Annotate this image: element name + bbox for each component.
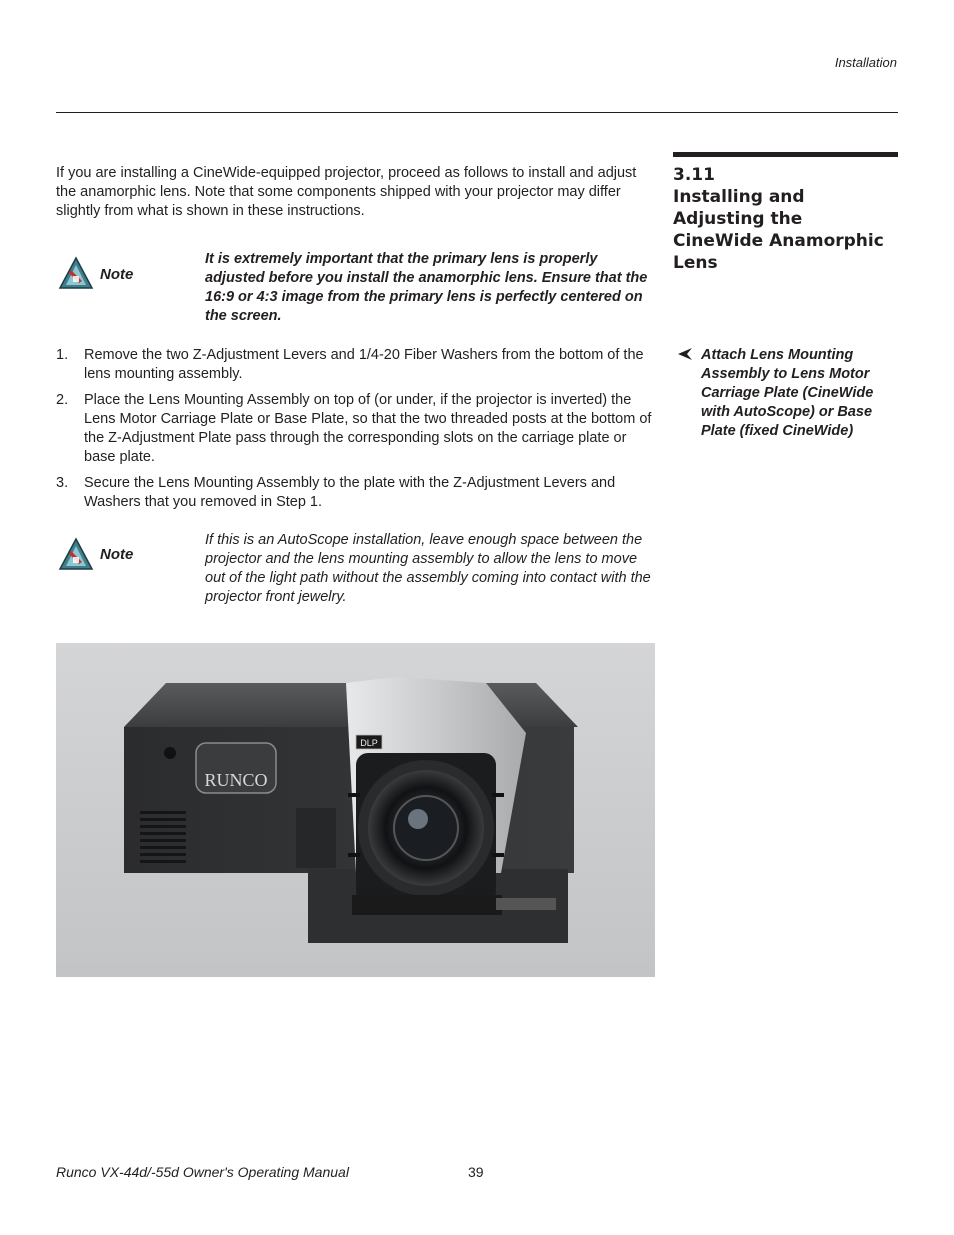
section-heading: [673, 164, 903, 274]
footer-manual-title: Runco VX-44d/-55d Owner's Operating Manual: [56, 1164, 349, 1180]
brand-logo: RUNCO: [204, 770, 268, 790]
intro-paragraph: If you are installing a CineWide-equipped projector, proceed as follows to install and adjust the anamorphic lens. Note that some components shipped with your projector may differ slightly from what is shown in these instructions.: [56, 165, 637, 219]
note-text: If this is an AutoScope installation, leave enough space between the projector and the lens mounting assembly to allow the lens to move out of the light path without the assembly coming into contact with the projector front jewelry.: [205, 532, 651, 605]
section-number: 3.11: [673, 165, 715, 185]
side-note: [678, 346, 903, 441]
section-bar: [673, 152, 898, 157]
list-item: 3. Secure the Lens Mounting Assembly to the plate with the Z-Adjustment Levers and Washers that you removed in Step 1.: [56, 475, 616, 510]
pointer-arrow-icon: [678, 348, 692, 360]
list-item: 1. Remove the two Z-Adjustment Levers and 1/4-20 Fiber Washers from the bottom of the lens mounting assembly.: [56, 347, 644, 382]
header-rule: [56, 112, 898, 113]
page-number: 39: [468, 1164, 484, 1180]
steps-list: [56, 346, 656, 519]
side-note-text: Attach Lens Mounting Assembly to Lens Motor Carriage Plate (CineWide with AutoScope) or Base Plate (fixed CineWide): [701, 347, 874, 439]
section-title-line: CineWide Anamorphic: [673, 231, 884, 251]
section-title-line: Adjusting the: [673, 209, 803, 229]
note-icon: [58, 256, 94, 290]
note-label: Note: [100, 266, 134, 283]
note-text: It is extremely important that the primary lens is properly adjusted before you install the anamorphic lens. Ensure that the 16:9 or 4:3 image from the primary lens is perfectly centered on the screen.: [205, 251, 648, 324]
section-title-line: Installing and: [673, 187, 805, 207]
projector-photo: [56, 643, 655, 977]
note-icon: [58, 537, 94, 571]
section-title-line: Lens: [673, 253, 718, 273]
note-label: Note: [100, 546, 134, 563]
dlp-badge: DLP: [360, 738, 378, 748]
list-item: 2. Place the Lens Mounting Assembly on top of (or under, if the projector is inverted) the Lens Motor Carriage Plate or Base Plate, so that the two threaded posts at the bottom of the Z-Adjustment Plate pass through the corresponding slots on the carriage plate or base plate.: [56, 392, 652, 465]
running-header: Installation: [834, 55, 897, 70]
